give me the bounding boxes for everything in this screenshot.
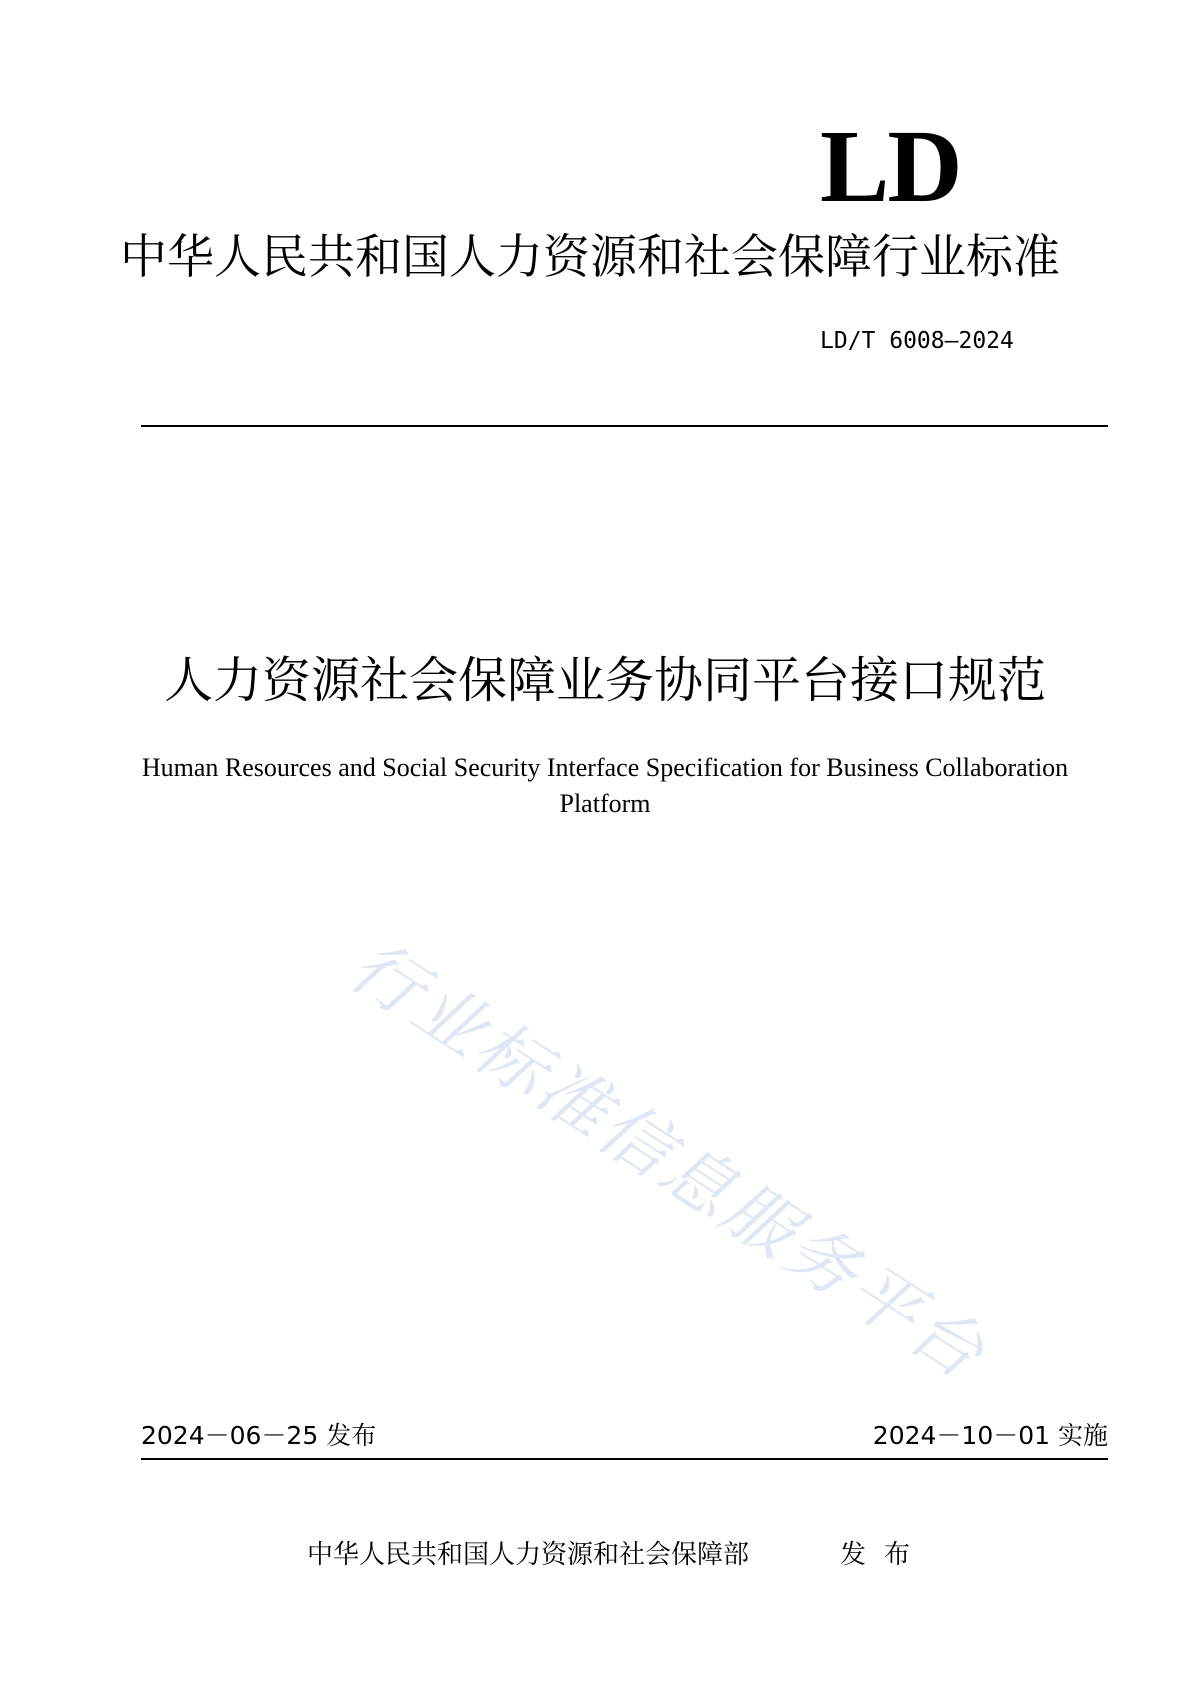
standard-category-title: 中华人民共和国人力资源和社会保障行业标准 bbox=[120, 230, 1060, 285]
issue-date: 2024－06－25 发布 bbox=[141, 1421, 377, 1450]
ld-logo: LD bbox=[820, 109, 961, 224]
document-title-chinese: 人力资源社会保障业务协同平台接口规范 bbox=[163, 652, 1046, 709]
implementation-date: 2024－10－01 实施 bbox=[872, 1421, 1108, 1450]
standard-number: LD/T 6008—2024 bbox=[820, 328, 1014, 354]
bottom-divider bbox=[141, 1458, 1108, 1460]
publisher-name: 中华人民共和国人力资源和社会保障部 bbox=[307, 1540, 750, 1570]
top-divider bbox=[141, 425, 1108, 427]
watermark: 行业标准信息服务平台 bbox=[335, 924, 1002, 1397]
document-title-english: Human Resources and Social Security Interface Specification for Business Collaboration Platform bbox=[141, 753, 1069, 818]
publish-label: 发布 bbox=[840, 1540, 929, 1570]
